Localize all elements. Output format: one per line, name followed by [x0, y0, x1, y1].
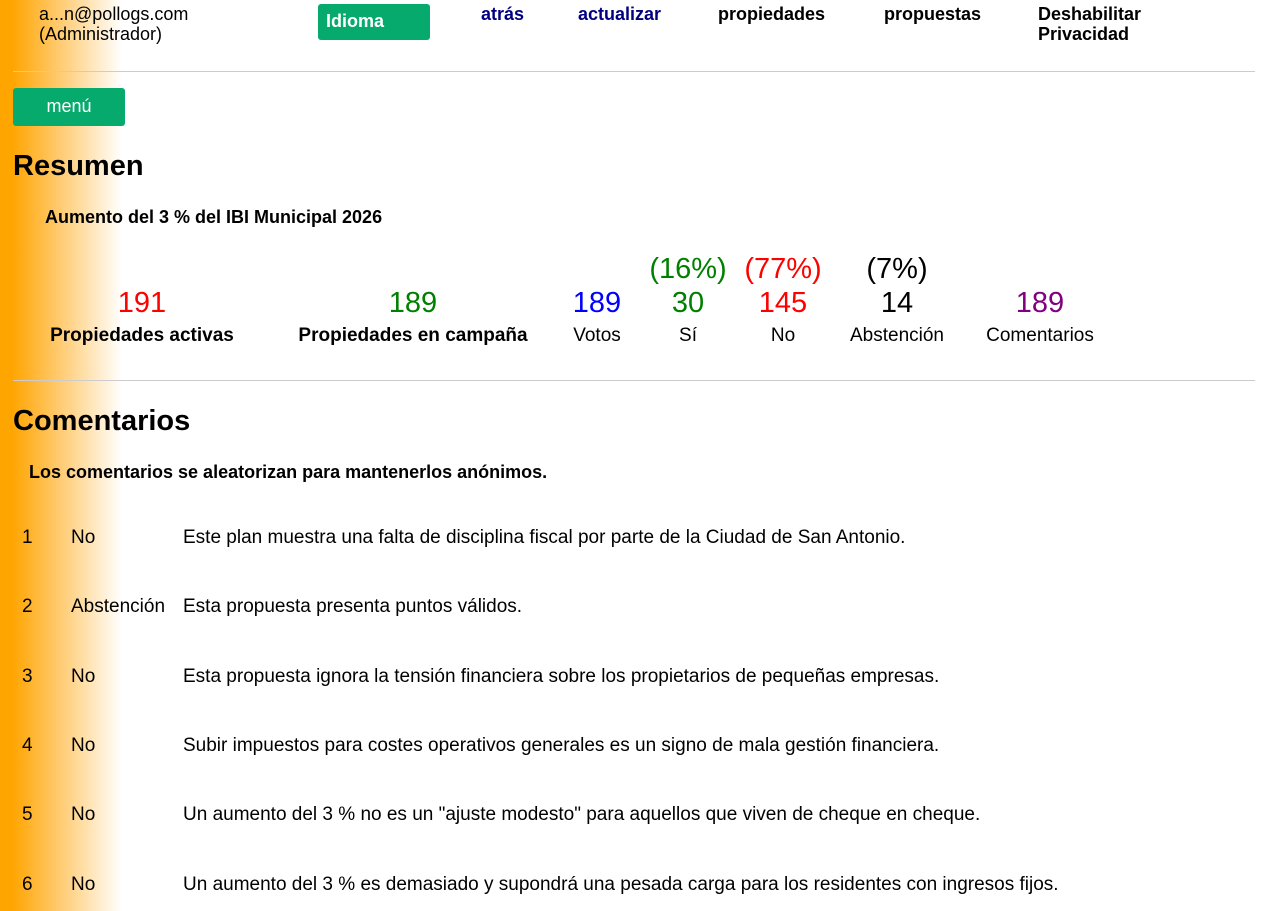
comment-text: Subir impuestos para costes operativos generales es un signo de mala gestión financiera.	[183, 735, 940, 756]
stat-value: 30	[671, 287, 705, 319]
stat-pct: (7%)	[866, 253, 928, 285]
stat-label: Comentarios	[986, 325, 1094, 346]
user-role: (Administrador)	[39, 24, 163, 44]
stat-label: Propiedades activas	[50, 325, 234, 346]
comment-vote: No	[71, 666, 96, 687]
comment-text: Esta propuesta presenta puntos válidos.	[183, 596, 523, 617]
stat-pct: (16%)	[649, 253, 727, 285]
comment-index: 1	[22, 527, 33, 548]
stat-value: 14	[880, 287, 914, 319]
stat-abstain	[842, 252, 952, 348]
nav-back-link[interactable]: atrás	[481, 4, 525, 24]
stat-label: Propiedades en campaña	[298, 325, 528, 346]
summary-divider	[13, 380, 1255, 381]
stat-comments	[980, 252, 1100, 348]
comment-text: Un aumento del 3 % es demasiado y supondrá una pesada carga para los residentes con ingresos fijos.	[183, 874, 1059, 895]
stat-pct: (77%)	[744, 253, 822, 285]
stat-value: 189	[388, 287, 438, 319]
comment-vote: No	[71, 735, 96, 756]
comment-vote: No	[71, 874, 96, 895]
comment-vote: No	[71, 804, 96, 825]
stat-label: Abstención	[849, 325, 944, 346]
summary-heading: Resumen	[13, 150, 144, 182]
stat-no	[738, 252, 828, 348]
stat-pct	[42, 252, 242, 286]
disable-privacy-line1: Deshabilitar	[1038, 4, 1142, 24]
stat-value: 145	[758, 287, 808, 319]
stat-pct	[980, 252, 1100, 286]
stat-value: 189	[572, 287, 622, 319]
user-email: a...n@pollogs.com	[39, 4, 189, 24]
comment-text: Este plan muestra una falta de disciplina fiscal por parte de la Ciudad de San Antonio.	[183, 527, 906, 548]
proposal-title: Aumento del 3 % del IBI Municipal 2026	[45, 207, 383, 227]
comments-heading: Comentarios	[13, 405, 191, 437]
nav-disable-privacy-link[interactable]	[1038, 4, 1141, 44]
stat-pct	[562, 252, 632, 286]
disable-privacy-line2: Privacidad	[1038, 24, 1130, 44]
comment-index: 6	[22, 874, 33, 895]
stat-label: Sí	[679, 325, 697, 346]
comment-text: Un aumento del 3 % no es un "ajuste modesto" para aquellos que viven de cheque en cheque.	[183, 804, 981, 825]
user-info	[39, 4, 188, 44]
nav-proposals-link[interactable]: propuestas	[884, 4, 982, 24]
comment-index: 3	[22, 666, 33, 687]
nav-refresh-link[interactable]: actualizar	[578, 4, 662, 24]
stat-value: 189	[1015, 287, 1065, 319]
comment-vote: Abstención	[71, 596, 166, 617]
stat-pct	[293, 252, 533, 286]
stat-label: No	[770, 325, 796, 346]
stat-value: 191	[117, 287, 167, 319]
header-divider	[13, 71, 1255, 72]
comment-vote: No	[71, 527, 96, 548]
comment-index: 4	[22, 735, 33, 756]
stat-yes	[643, 252, 733, 348]
comment-index: 5	[22, 804, 33, 825]
stat-campaign-properties	[293, 252, 533, 348]
stat-label: Votos	[573, 325, 621, 346]
nav-properties-link[interactable]: propiedades	[718, 4, 826, 24]
stat-active-properties	[42, 252, 242, 348]
stat-votes	[562, 252, 632, 348]
comment-index: 2	[22, 596, 33, 617]
comment-text: Esta propuesta ignora la tensión financiera sobre los propietarios de pequeñas empresas.	[183, 666, 940, 687]
top-bar	[0, 0, 1268, 72]
language-button[interactable]: Idioma	[318, 4, 430, 40]
menu-button[interactable]: menú	[13, 88, 125, 126]
comments-note: Los comentarios se aleatorizan para mantenerlos anónimos.	[29, 462, 548, 482]
